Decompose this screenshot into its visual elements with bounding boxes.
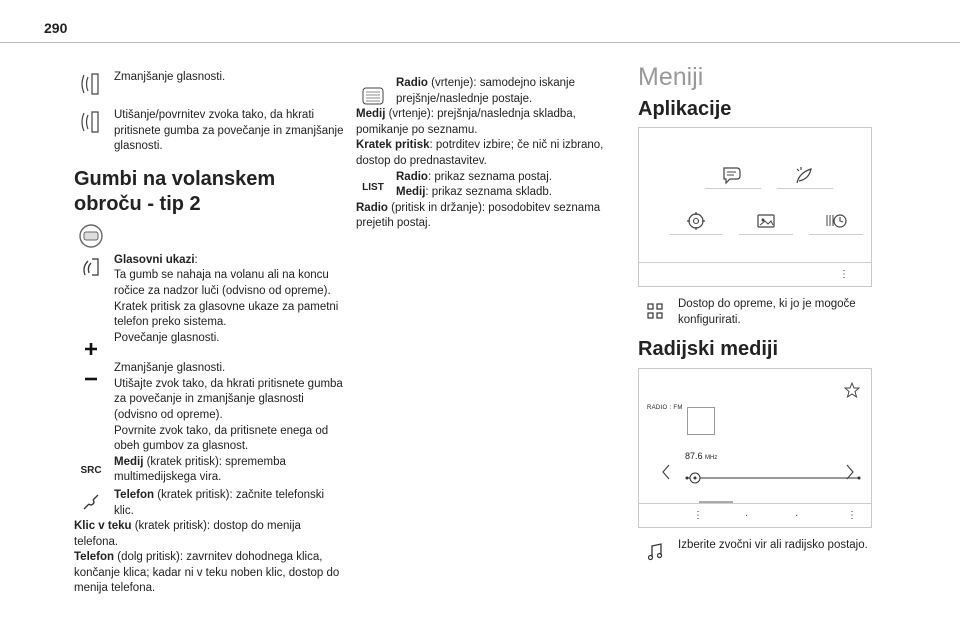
radio-hold [356,201,624,232]
tel-long-bold: Telefon [74,551,115,564]
medij-rotate [356,107,624,138]
tile-underline [705,188,761,189]
voice-command-icon [76,253,106,281]
tile-underline [777,188,833,189]
list-medij-bold: Medij [396,186,426,199]
section-heading-steering-type2: Gumbi na volanskem obroču - tip 2 [74,167,276,215]
apps-heading: Aplikacije [638,97,732,120]
favorite-star-icon[interactable] [839,379,865,401]
column-1 [74,70,346,597]
plus-icon [76,335,106,363]
steering-control-volume-down-icon [76,70,106,98]
phone-icon [76,488,106,516]
apps-screen [638,127,872,287]
voice-text: : Ta gumb se nahaja na volanu ali na koncu ročice za nadzor luči (odvisno od opreme). Kratek pritisk za glasovne ukaze za pametni telefon preko sistema. [114,253,339,329]
radio-hold-bold: Radio [356,201,388,214]
phone-long-press [74,550,346,597]
row-volume-down-wheel [74,70,346,100]
apps-grid-icon [640,297,670,325]
previous-station-icon[interactable] [653,461,679,483]
row-apps-caption [638,297,908,328]
kratek-bold: Kratek pritisk [356,139,430,152]
radio-text: (vrtenje): samodejno iskanje prejšnje/naslednje postaje. [396,77,575,105]
list-icon: LIST [362,181,384,193]
radio-bottom-bar [639,503,871,527]
apps-climate-clock-icon[interactable] [823,210,849,232]
active-tab-indicator [699,501,733,503]
call-bold: Klic v teku [74,520,132,533]
steering-control-mute-icon [76,108,106,136]
kratek-text: : potrditev izbire; če nič ni izbrano, dostop do prednastavitev. [356,139,604,167]
minus-rest: Utišajte zvok tako, da hkrati pritisnete gumba za povečanje in zmanjšanje glasnosti (odvisno od opreme). Povrnite zvok tako, da pritisnete enega od obeh gumbov za glasnost. [114,377,343,453]
row-voice-commands [74,253,346,331]
row-phone [74,488,346,519]
plus-text: Povečanje glasnosti. [114,331,220,344]
apps-gallery-icon[interactable] [753,210,779,232]
medij-bold: Medij [356,108,386,121]
radio-caption: Izberite zvočni vir ali radijsko postajo. [678,538,868,551]
src-text: (kratek pritisk): sprememba multimedijskega vira. [114,455,286,484]
call-text: (kratek pritisk): dostop do menija telefona. [74,520,301,548]
row-mute [74,108,346,155]
row-radio-caption [638,538,908,554]
frequency-value: 87.6 [685,450,703,461]
menu-title: Meniji [638,63,704,91]
apps-caption: Dostop do opreme, ki jo je mogoče konfigurirati. [678,298,856,326]
list-radio-text: : prikaz seznama postaj. [427,170,552,183]
tel-long-text: (dolg pritisk): zavrnitev dohodnega klica, končanje klica; kadar ni v teku noben klic, dostop do menija telefona. [74,551,340,595]
volume-down-text: Zmanjšanje glasnosti. [114,71,226,83]
tile-underline [669,234,723,235]
list-medij-text: : prikaz seznama skladb. [425,186,552,199]
list-radio-bold: Radio [396,170,428,183]
page-number: 290 [44,20,68,36]
row-list [356,170,624,201]
row-volume-plus [74,331,346,347]
mute-text: Utišanje/povrnitev zvoka tako, da hkrati pritisnete gumba za povečanje in zmanjšanje glasnosti. [114,109,344,153]
frequency-unit: MHz [705,454,718,461]
album-art-placeholder [687,407,715,435]
voice-bold: Glasovni ukazi [114,253,195,266]
tile-underline [809,234,863,235]
phone-text: (kratek pritisk): začnite telefonski klic. [114,488,325,517]
row-src [74,455,346,486]
column-3 [638,63,908,554]
tile-underline [739,234,793,235]
medij-text: (vrtenje): prejšnja/naslednja skladba, pomikanje po seznamu. [356,108,576,136]
row-thumbwheel-radio [356,76,624,107]
src-icon: SRC [80,464,102,476]
minus-line1: Zmanjšanje glasnosti. [114,361,226,374]
column-2 [356,76,624,232]
steering-wheel-icon-row [74,223,346,253]
apps-message-icon[interactable] [719,164,745,186]
frequency-display [685,449,717,467]
radio-screen [638,368,872,528]
minus-icon [76,365,106,393]
src-bold: Medij [114,455,144,468]
steering-wheel-icon [76,223,106,255]
apps-settings-icon[interactable] [683,210,709,232]
radio-heading: Radijski mediji [638,338,779,361]
call-in-progress [74,519,346,550]
radio-options-icon[interactable]: ⋮ [847,509,857,521]
apps-eco-icon[interactable] [791,164,817,186]
radio-band-label: RADIO : FM [647,404,683,411]
radio-bold: Radio [396,77,428,89]
radio-dot-icon[interactable]: · [745,509,749,521]
more-options-icon[interactable]: ⋮ [839,269,849,281]
short-press [356,138,624,169]
frequency-slider[interactable] [683,471,863,483]
music-note-icon [640,538,670,566]
thumbwheel-icon [358,82,388,110]
next-station-icon[interactable] [837,461,863,483]
phone-bold: Telefon [114,488,155,501]
radio-hold-text: (pritisk in držanje): posodobitev seznama prejetih postaj. [356,201,601,230]
radio-dot-icon[interactable]: · [795,509,799,521]
header-rule [0,42,960,43]
apps-bottom-bar [639,262,871,286]
radio-menu-dots-icon[interactable]: ⋮ [693,509,703,521]
row-volume-minus [74,361,346,377]
